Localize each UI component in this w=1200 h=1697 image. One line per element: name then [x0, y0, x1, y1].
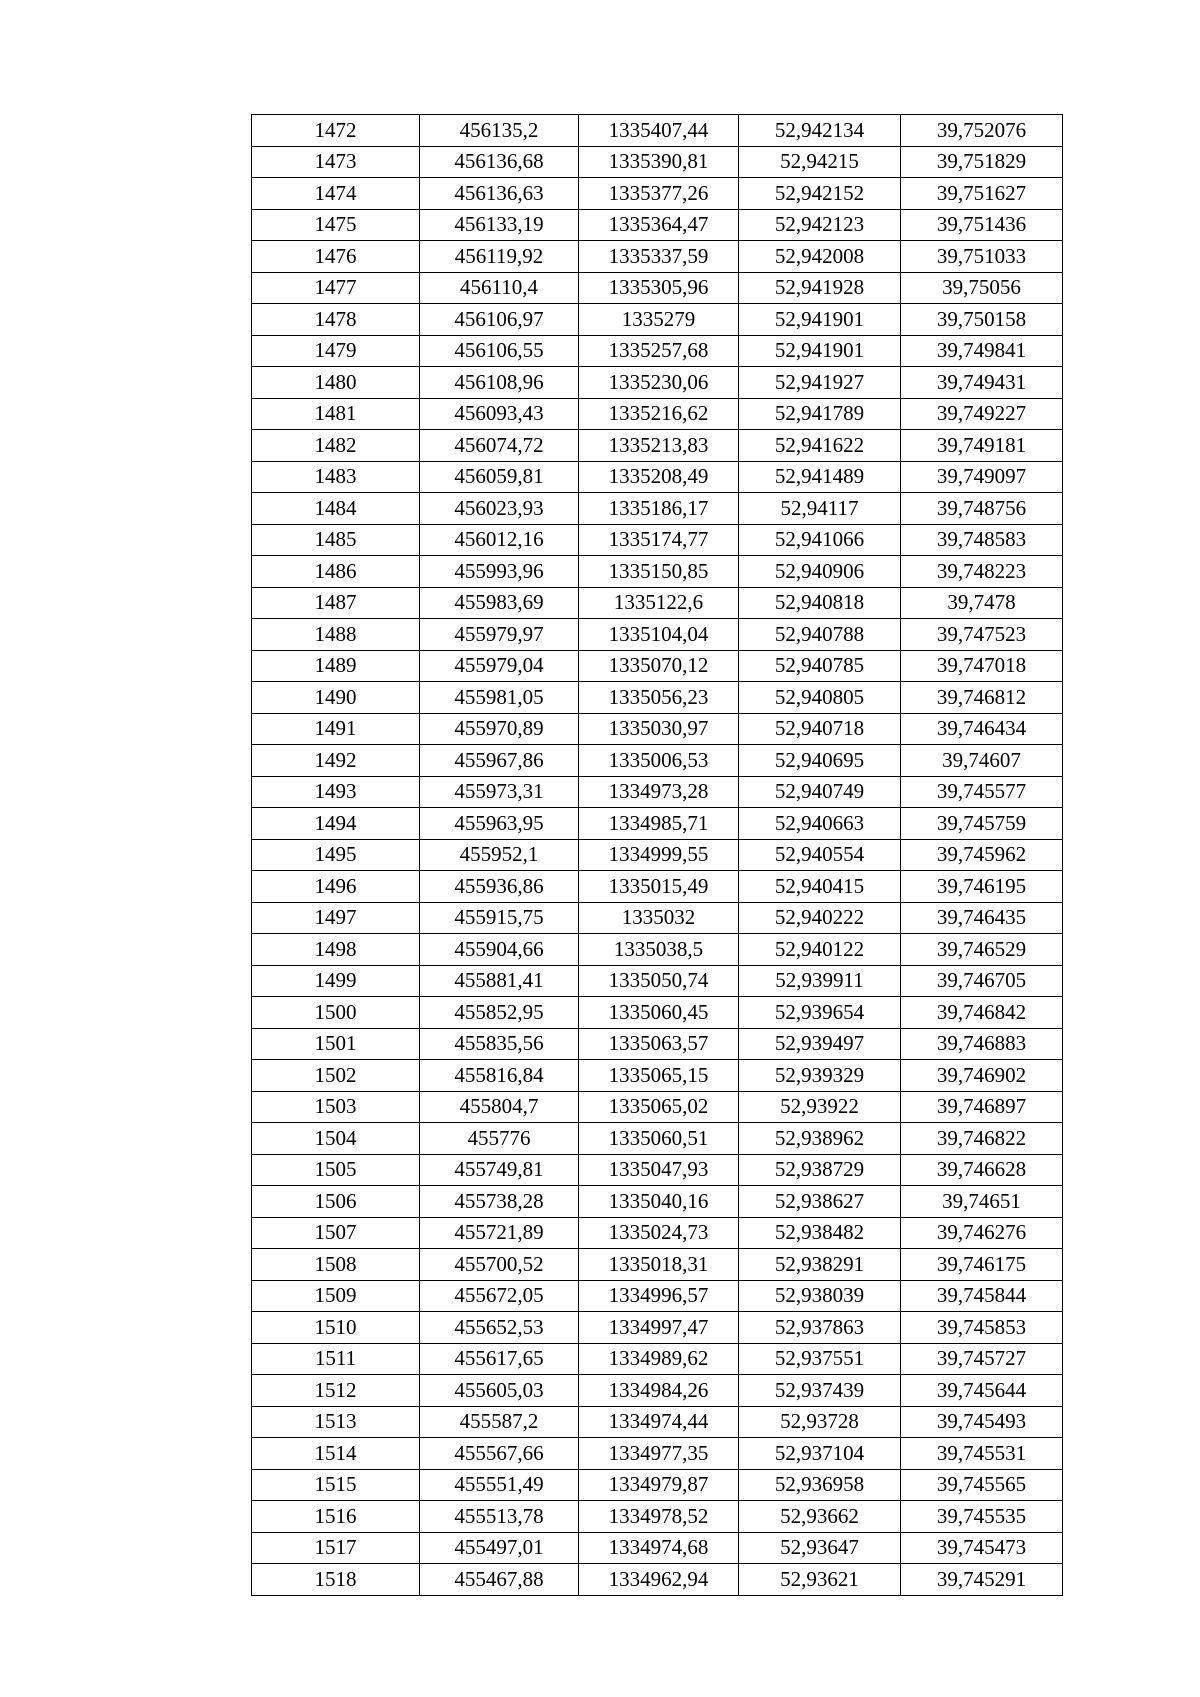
y-coordinate-cell: 1335070,12 [579, 650, 739, 682]
y-coordinate-cell: 1335032 [579, 902, 739, 934]
table-row [252, 367, 1063, 399]
latitude-cell: 52,940749 [739, 776, 901, 808]
latitude-cell: 52,940695 [739, 745, 901, 777]
x-coordinate-cell: 456136,63 [420, 178, 579, 210]
latitude-cell: 52,940222 [739, 902, 901, 934]
x-coordinate-cell: 455983,69 [420, 587, 579, 619]
latitude-cell: 52,940554 [739, 839, 901, 871]
point-number-cell: 1511 [252, 1343, 420, 1375]
table-row [252, 1060, 1063, 1092]
table-row [252, 1249, 1063, 1281]
y-coordinate-cell: 1335038,5 [579, 934, 739, 966]
point-number-cell: 1482 [252, 430, 420, 462]
y-coordinate-cell: 1335050,74 [579, 965, 739, 997]
point-number-cell: 1486 [252, 556, 420, 588]
y-coordinate-cell: 1335060,51 [579, 1123, 739, 1155]
y-coordinate-cell: 1335257,68 [579, 335, 739, 367]
latitude-cell: 52,937551 [739, 1343, 901, 1375]
point-number-cell: 1509 [252, 1280, 420, 1312]
table-row [252, 115, 1063, 147]
x-coordinate-cell: 455970,89 [420, 713, 579, 745]
table-row [252, 902, 1063, 934]
table-row [252, 209, 1063, 241]
table-row [252, 272, 1063, 304]
latitude-cell: 52,937439 [739, 1375, 901, 1407]
point-number-cell: 1510 [252, 1312, 420, 1344]
table-row [252, 146, 1063, 178]
point-number-cell: 1472 [252, 115, 420, 147]
point-number-cell: 1479 [252, 335, 420, 367]
latitude-cell: 52,938482 [739, 1217, 901, 1249]
table-row [252, 997, 1063, 1029]
latitude-cell: 52,937104 [739, 1438, 901, 1470]
latitude-cell: 52,941901 [739, 304, 901, 336]
point-number-cell: 1481 [252, 398, 420, 430]
longitude-cell: 39,745473 [901, 1532, 1063, 1564]
x-coordinate-cell: 455567,66 [420, 1438, 579, 1470]
x-coordinate-cell: 456136,68 [420, 146, 579, 178]
longitude-cell: 39,745565 [901, 1469, 1063, 1501]
latitude-cell: 52,940122 [739, 934, 901, 966]
table-row [252, 1375, 1063, 1407]
point-number-cell: 1518 [252, 1564, 420, 1596]
longitude-cell: 39,749181 [901, 430, 1063, 462]
point-number-cell: 1489 [252, 650, 420, 682]
point-number-cell: 1487 [252, 587, 420, 619]
longitude-cell: 39,750158 [901, 304, 1063, 336]
longitude-cell: 39,75056 [901, 272, 1063, 304]
point-number-cell: 1485 [252, 524, 420, 556]
latitude-cell: 52,94117 [739, 493, 901, 525]
x-coordinate-cell: 456059,81 [420, 461, 579, 493]
table-row [252, 493, 1063, 525]
table-row [252, 1469, 1063, 1501]
point-number-cell: 1502 [252, 1060, 420, 1092]
x-coordinate-cell: 455979,04 [420, 650, 579, 682]
table-row [252, 178, 1063, 210]
table-row [252, 745, 1063, 777]
y-coordinate-cell: 1335015,49 [579, 871, 739, 903]
latitude-cell: 52,942152 [739, 178, 901, 210]
x-coordinate-cell: 455852,95 [420, 997, 579, 1029]
latitude-cell: 52,940805 [739, 682, 901, 714]
x-coordinate-cell: 455981,05 [420, 682, 579, 714]
x-coordinate-cell: 455936,86 [420, 871, 579, 903]
y-coordinate-cell: 1335122,6 [579, 587, 739, 619]
table-row [252, 524, 1063, 556]
longitude-cell: 39,749431 [901, 367, 1063, 399]
point-number-cell: 1491 [252, 713, 420, 745]
longitude-cell: 39,746842 [901, 997, 1063, 1029]
latitude-cell: 52,941927 [739, 367, 901, 399]
y-coordinate-cell: 1334973,28 [579, 776, 739, 808]
table-row [252, 1406, 1063, 1438]
point-number-cell: 1494 [252, 808, 420, 840]
y-coordinate-cell: 1335174,77 [579, 524, 739, 556]
longitude-cell: 39,751627 [901, 178, 1063, 210]
longitude-cell: 39,752076 [901, 115, 1063, 147]
longitude-cell: 39,746195 [901, 871, 1063, 903]
point-number-cell: 1517 [252, 1532, 420, 1564]
coordinates-table [251, 114, 1063, 1596]
longitude-cell: 39,748756 [901, 493, 1063, 525]
longitude-cell: 39,748583 [901, 524, 1063, 556]
latitude-cell: 52,939654 [739, 997, 901, 1029]
y-coordinate-cell: 1335279 [579, 304, 739, 336]
x-coordinate-cell: 456012,16 [420, 524, 579, 556]
y-coordinate-cell: 1335104,04 [579, 619, 739, 651]
x-coordinate-cell: 456074,72 [420, 430, 579, 462]
x-coordinate-cell: 456110,4 [420, 272, 579, 304]
latitude-cell: 52,942134 [739, 115, 901, 147]
latitude-cell: 52,941622 [739, 430, 901, 462]
latitude-cell: 52,939329 [739, 1060, 901, 1092]
y-coordinate-cell: 1334996,57 [579, 1280, 739, 1312]
latitude-cell: 52,941901 [739, 335, 901, 367]
y-coordinate-cell: 1335065,15 [579, 1060, 739, 1092]
latitude-cell: 52,940415 [739, 871, 901, 903]
x-coordinate-cell: 456133,19 [420, 209, 579, 241]
longitude-cell: 39,749097 [901, 461, 1063, 493]
point-number-cell: 1474 [252, 178, 420, 210]
x-coordinate-cell: 456119,92 [420, 241, 579, 273]
table-row [252, 1280, 1063, 1312]
x-coordinate-cell: 455993,96 [420, 556, 579, 588]
longitude-cell: 39,746529 [901, 934, 1063, 966]
point-number-cell: 1475 [252, 209, 420, 241]
table-row [252, 1217, 1063, 1249]
x-coordinate-cell: 455973,31 [420, 776, 579, 808]
x-coordinate-cell: 455738,28 [420, 1186, 579, 1218]
point-number-cell: 1495 [252, 839, 420, 871]
point-number-cell: 1480 [252, 367, 420, 399]
latitude-cell: 52,941066 [739, 524, 901, 556]
x-coordinate-cell: 455904,66 [420, 934, 579, 966]
latitude-cell: 52,93647 [739, 1532, 901, 1564]
longitude-cell: 39,746175 [901, 1249, 1063, 1281]
longitude-cell: 39,749227 [901, 398, 1063, 430]
point-number-cell: 1478 [252, 304, 420, 336]
longitude-cell: 39,745644 [901, 1375, 1063, 1407]
x-coordinate-cell: 456108,96 [420, 367, 579, 399]
longitude-cell: 39,745493 [901, 1406, 1063, 1438]
x-coordinate-cell: 455605,03 [420, 1375, 579, 1407]
point-number-cell: 1512 [252, 1375, 420, 1407]
latitude-cell: 52,941928 [739, 272, 901, 304]
x-coordinate-cell: 455967,86 [420, 745, 579, 777]
point-number-cell: 1492 [252, 745, 420, 777]
table-row [252, 398, 1063, 430]
x-coordinate-cell: 455963,95 [420, 808, 579, 840]
y-coordinate-cell: 1335150,85 [579, 556, 739, 588]
y-coordinate-cell: 1335040,16 [579, 1186, 739, 1218]
y-coordinate-cell: 1335047,93 [579, 1154, 739, 1186]
table-row [252, 335, 1063, 367]
point-number-cell: 1505 [252, 1154, 420, 1186]
point-number-cell: 1483 [252, 461, 420, 493]
y-coordinate-cell: 1335060,45 [579, 997, 739, 1029]
table-row [252, 556, 1063, 588]
table-row [252, 1312, 1063, 1344]
longitude-cell: 39,745727 [901, 1343, 1063, 1375]
longitude-cell: 39,746902 [901, 1060, 1063, 1092]
latitude-cell: 52,940785 [739, 650, 901, 682]
x-coordinate-cell: 455816,84 [420, 1060, 579, 1092]
latitude-cell: 52,936958 [739, 1469, 901, 1501]
longitude-cell: 39,747018 [901, 650, 1063, 682]
y-coordinate-cell: 1334974,44 [579, 1406, 739, 1438]
latitude-cell: 52,938729 [739, 1154, 901, 1186]
table-row [252, 1532, 1063, 1564]
longitude-cell: 39,745531 [901, 1438, 1063, 1470]
point-number-cell: 1514 [252, 1438, 420, 1470]
coordinates-table-body [252, 115, 1063, 1596]
latitude-cell: 52,942008 [739, 241, 901, 273]
longitude-cell: 39,746435 [901, 902, 1063, 934]
point-number-cell: 1490 [252, 682, 420, 714]
latitude-cell: 52,937863 [739, 1312, 901, 1344]
longitude-cell: 39,745844 [901, 1280, 1063, 1312]
y-coordinate-cell: 1335056,23 [579, 682, 739, 714]
x-coordinate-cell: 455776 [420, 1123, 579, 1155]
table-row [252, 1186, 1063, 1218]
point-number-cell: 1508 [252, 1249, 420, 1281]
longitude-cell: 39,748223 [901, 556, 1063, 588]
y-coordinate-cell: 1335065,02 [579, 1091, 739, 1123]
latitude-cell: 52,941489 [739, 461, 901, 493]
longitude-cell: 39,746434 [901, 713, 1063, 745]
y-coordinate-cell: 1335390,81 [579, 146, 739, 178]
y-coordinate-cell: 1334977,35 [579, 1438, 739, 1470]
x-coordinate-cell: 455513,78 [420, 1501, 579, 1533]
point-number-cell: 1503 [252, 1091, 420, 1123]
x-coordinate-cell: 455467,88 [420, 1564, 579, 1596]
x-coordinate-cell: 456093,43 [420, 398, 579, 430]
point-number-cell: 1507 [252, 1217, 420, 1249]
longitude-cell: 39,745759 [901, 808, 1063, 840]
x-coordinate-cell: 455652,53 [420, 1312, 579, 1344]
latitude-cell: 52,940906 [739, 556, 901, 588]
longitude-cell: 39,746628 [901, 1154, 1063, 1186]
point-number-cell: 1498 [252, 934, 420, 966]
table-row [252, 1438, 1063, 1470]
x-coordinate-cell: 455587,2 [420, 1406, 579, 1438]
x-coordinate-cell: 456023,93 [420, 493, 579, 525]
x-coordinate-cell: 455835,56 [420, 1028, 579, 1060]
point-number-cell: 1477 [252, 272, 420, 304]
longitude-cell: 39,745853 [901, 1312, 1063, 1344]
x-coordinate-cell: 455497,01 [420, 1532, 579, 1564]
point-number-cell: 1493 [252, 776, 420, 808]
latitude-cell: 52,93621 [739, 1564, 901, 1596]
latitude-cell: 52,939911 [739, 965, 901, 997]
y-coordinate-cell: 1335208,49 [579, 461, 739, 493]
latitude-cell: 52,938627 [739, 1186, 901, 1218]
table-row [252, 1123, 1063, 1155]
y-coordinate-cell: 1335213,83 [579, 430, 739, 462]
table-row [252, 650, 1063, 682]
y-coordinate-cell: 1335230,06 [579, 367, 739, 399]
point-number-cell: 1501 [252, 1028, 420, 1060]
table-row [252, 1343, 1063, 1375]
table-row [252, 934, 1063, 966]
longitude-cell: 39,747523 [901, 619, 1063, 651]
latitude-cell: 52,93662 [739, 1501, 901, 1533]
longitude-cell: 39,746897 [901, 1091, 1063, 1123]
y-coordinate-cell: 1334979,87 [579, 1469, 739, 1501]
table-row [252, 1154, 1063, 1186]
y-coordinate-cell: 1335186,17 [579, 493, 739, 525]
longitude-cell: 39,7478 [901, 587, 1063, 619]
table-row [252, 461, 1063, 493]
table-row [252, 682, 1063, 714]
y-coordinate-cell: 1335305,96 [579, 272, 739, 304]
y-coordinate-cell: 1335377,26 [579, 178, 739, 210]
longitude-cell: 39,746883 [901, 1028, 1063, 1060]
y-coordinate-cell: 1334962,94 [579, 1564, 739, 1596]
longitude-cell: 39,745291 [901, 1564, 1063, 1596]
latitude-cell: 52,93922 [739, 1091, 901, 1123]
latitude-cell: 52,940718 [739, 713, 901, 745]
x-coordinate-cell: 455749,81 [420, 1154, 579, 1186]
table-row [252, 1501, 1063, 1533]
x-coordinate-cell: 455804,7 [420, 1091, 579, 1123]
latitude-cell: 52,940788 [739, 619, 901, 651]
longitude-cell: 39,745535 [901, 1501, 1063, 1533]
longitude-cell: 39,745962 [901, 839, 1063, 871]
longitude-cell: 39,749841 [901, 335, 1063, 367]
table-row [252, 776, 1063, 808]
point-number-cell: 1497 [252, 902, 420, 934]
y-coordinate-cell: 1335407,44 [579, 115, 739, 147]
longitude-cell: 39,746276 [901, 1217, 1063, 1249]
latitude-cell: 52,938039 [739, 1280, 901, 1312]
point-number-cell: 1473 [252, 146, 420, 178]
x-coordinate-cell: 455672,05 [420, 1280, 579, 1312]
y-coordinate-cell: 1334997,47 [579, 1312, 739, 1344]
y-coordinate-cell: 1335018,31 [579, 1249, 739, 1281]
table-row [252, 808, 1063, 840]
point-number-cell: 1496 [252, 871, 420, 903]
y-coordinate-cell: 1334978,52 [579, 1501, 739, 1533]
longitude-cell: 39,751436 [901, 209, 1063, 241]
longitude-cell: 39,751829 [901, 146, 1063, 178]
x-coordinate-cell: 455979,97 [420, 619, 579, 651]
table-row [252, 965, 1063, 997]
y-coordinate-cell: 1335006,53 [579, 745, 739, 777]
x-coordinate-cell: 455551,49 [420, 1469, 579, 1501]
y-coordinate-cell: 1335216,62 [579, 398, 739, 430]
point-number-cell: 1499 [252, 965, 420, 997]
point-number-cell: 1513 [252, 1406, 420, 1438]
table-row [252, 430, 1063, 462]
x-coordinate-cell: 456106,55 [420, 335, 579, 367]
y-coordinate-cell: 1334999,55 [579, 839, 739, 871]
point-number-cell: 1504 [252, 1123, 420, 1155]
table-row [252, 587, 1063, 619]
x-coordinate-cell: 455881,41 [420, 965, 579, 997]
y-coordinate-cell: 1334984,26 [579, 1375, 739, 1407]
table-row [252, 713, 1063, 745]
y-coordinate-cell: 1334974,68 [579, 1532, 739, 1564]
point-number-cell: 1488 [252, 619, 420, 651]
y-coordinate-cell: 1335063,57 [579, 1028, 739, 1060]
point-number-cell: 1484 [252, 493, 420, 525]
latitude-cell: 52,938962 [739, 1123, 901, 1155]
longitude-cell: 39,746822 [901, 1123, 1063, 1155]
x-coordinate-cell: 455617,65 [420, 1343, 579, 1375]
x-coordinate-cell: 455952,1 [420, 839, 579, 871]
x-coordinate-cell: 455700,52 [420, 1249, 579, 1281]
longitude-cell: 39,74651 [901, 1186, 1063, 1218]
latitude-cell: 52,940663 [739, 808, 901, 840]
x-coordinate-cell: 456106,97 [420, 304, 579, 336]
table-row [252, 1091, 1063, 1123]
point-number-cell: 1515 [252, 1469, 420, 1501]
longitude-cell: 39,746705 [901, 965, 1063, 997]
x-coordinate-cell: 456135,2 [420, 115, 579, 147]
point-number-cell: 1516 [252, 1501, 420, 1533]
x-coordinate-cell: 455915,75 [420, 902, 579, 934]
y-coordinate-cell: 1335030,97 [579, 713, 739, 745]
latitude-cell: 52,93728 [739, 1406, 901, 1438]
longitude-cell: 39,745577 [901, 776, 1063, 808]
y-coordinate-cell: 1334985,71 [579, 808, 739, 840]
longitude-cell: 39,746812 [901, 682, 1063, 714]
latitude-cell: 52,941789 [739, 398, 901, 430]
point-number-cell: 1476 [252, 241, 420, 273]
latitude-cell: 52,939497 [739, 1028, 901, 1060]
table-row [252, 1564, 1063, 1596]
point-number-cell: 1506 [252, 1186, 420, 1218]
latitude-cell: 52,938291 [739, 1249, 901, 1281]
y-coordinate-cell: 1335024,73 [579, 1217, 739, 1249]
y-coordinate-cell: 1334989,62 [579, 1343, 739, 1375]
table-row [252, 304, 1063, 336]
latitude-cell: 52,94215 [739, 146, 901, 178]
table-row [252, 839, 1063, 871]
table-row [252, 871, 1063, 903]
latitude-cell: 52,942123 [739, 209, 901, 241]
y-coordinate-cell: 1335337,59 [579, 241, 739, 273]
longitude-cell: 39,74607 [901, 745, 1063, 777]
latitude-cell: 52,940818 [739, 587, 901, 619]
y-coordinate-cell: 1335364,47 [579, 209, 739, 241]
table-row [252, 241, 1063, 273]
table-row [252, 619, 1063, 651]
x-coordinate-cell: 455721,89 [420, 1217, 579, 1249]
point-number-cell: 1500 [252, 997, 420, 1029]
table-row [252, 1028, 1063, 1060]
longitude-cell: 39,751033 [901, 241, 1063, 273]
